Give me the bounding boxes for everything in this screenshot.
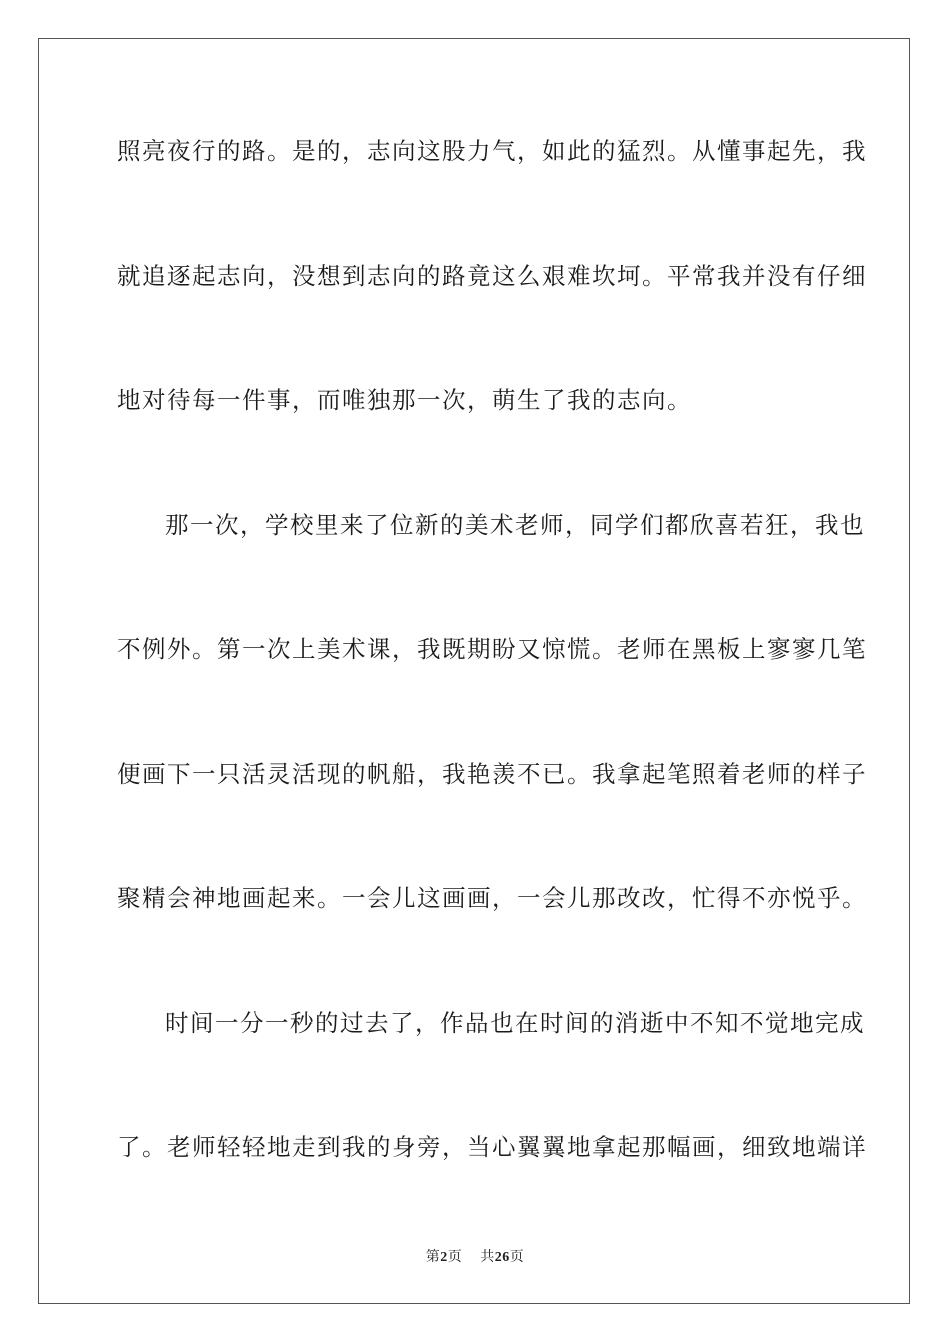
- current-page-number: 2: [440, 1250, 448, 1265]
- text-line: 了。老师轻轻地走到我的身旁，当心翼翼地拿起那幅画，细致地端详: [117, 1133, 867, 1161]
- document-body: [117, 126, 867, 1247]
- text-line: 地对待每一件事，而唯独那一次，萌生了我的志向。: [117, 386, 692, 414]
- text-line: 就追逐起志向，没想到志向的路竟这么艰难坎坷。平常我并没有仔细: [117, 261, 867, 290]
- text-line: 不例外。第一次上美术课，我既期盼又惊慌。老师在黑板上寥寥几笔: [117, 635, 867, 663]
- page-prefix: 第: [425, 1249, 441, 1265]
- paragraph-first-line: 时间一分一秒的过去了，作品也在时间的消逝中不知不觉地完成: [165, 1008, 865, 1037]
- paragraph-first-line: 那一次，学校里来了位新的美术老师，同学们都欣喜若狂，我也: [165, 510, 865, 539]
- total-suffix: 页: [509, 1249, 525, 1265]
- page-number-footer: [0, 1246, 950, 1266]
- text-line: 照亮夜行的路。是的，志向这股力气，如此的猛烈。从懂事起先，我: [117, 137, 867, 165]
- text-line: 便画下一只活灵活现的帆船，我艳羡不已。我拿起笔照着老师的样子: [117, 759, 867, 788]
- text-line: 聚精会神地画起来。一会儿这画画，一会儿那改改，忙得不亦悦乎。: [117, 884, 867, 912]
- total-prefix: 共: [480, 1249, 495, 1265]
- page-suffix: 页: [447, 1249, 463, 1265]
- total-page-count: 26: [494, 1250, 510, 1265]
